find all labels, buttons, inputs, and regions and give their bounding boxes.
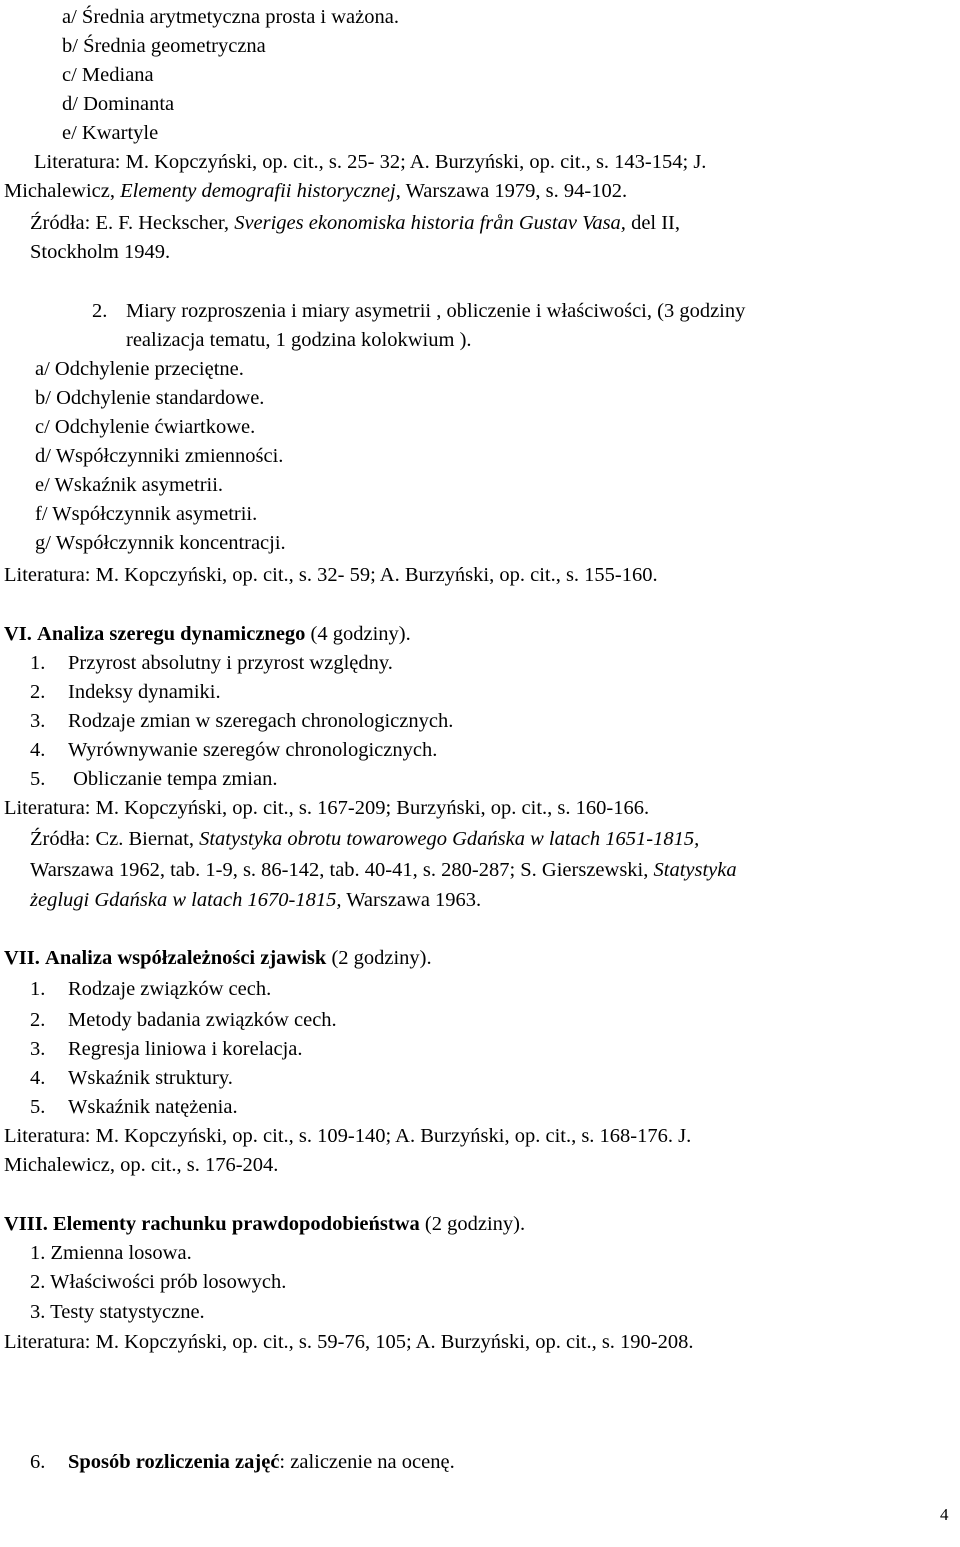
list-item: g/ Współczynnik koncentracji. bbox=[35, 532, 286, 554]
list-item: 1. Rodzaje związków cech. bbox=[30, 978, 272, 1000]
list-item: 3. Rodzaje zmian w szeregach chronologicznych. bbox=[30, 710, 454, 732]
page-number: 4 bbox=[940, 1505, 949, 1524]
list-item: d/ Dominanta bbox=[62, 93, 175, 115]
section-heading: VII. Analiza współzależności zjawisk (2 godziny). bbox=[4, 947, 432, 969]
sources-line: Źródła: E. F. Heckscher, Sveriges ekonomiska historia från Gustav Vasa, del II, bbox=[30, 212, 681, 234]
literature-line: Michalewicz, op. cit., s. 176-204. bbox=[4, 1154, 279, 1176]
list-item: 2. Indeksy dynamiki. bbox=[30, 681, 221, 703]
list-item: e/ Kwartyle bbox=[62, 122, 159, 144]
list-item: a/ Średnia arytmetyczna prosta i ważona. bbox=[62, 6, 399, 28]
list-item: 5. Wskaźnik natężenia. bbox=[30, 1096, 238, 1118]
literature-line: Literatura: M. Kopczyński, op. cit., s. 25- 32; A. Burzyński, op. cit., s. 143-154; J. bbox=[34, 151, 707, 173]
list-item: a/ Odchylenie przeciętne. bbox=[35, 358, 244, 380]
list-item: b/ Odchylenie standardowe. bbox=[35, 387, 265, 409]
literature-line: Literatura: M. Kopczyński, op. cit., s. 59-76, 105; A. Burzyński, op. cit., s. 190-208. bbox=[4, 1331, 694, 1353]
grading-method: 6. Sposób rozliczenia zajęć: zaliczenie na ocenę. bbox=[30, 1451, 455, 1473]
topic-title: Miary rozproszenia i miary asymetrii , obliczenie i właściwości, (3 godziny bbox=[126, 300, 746, 322]
literature-line: Literatura: M. Kopczyński, op. cit., s. 167-209; Burzyński, op. cit., s. 160-166. bbox=[4, 797, 650, 819]
list-item: 4. Wyrównywanie szeregów chronologicznych. bbox=[30, 739, 438, 761]
sources-line: Warszawa 1962, tab. 1-9, s. 86-142, tab. 40-41, s. 280-287; S. Gierszewski, Statystyka bbox=[30, 859, 737, 881]
list-item: 1. Zmienna losowa. bbox=[30, 1242, 192, 1264]
list-item: c/ Odchylenie ćwiartkowe. bbox=[35, 416, 256, 438]
section-heading: VIII. Elementy rachunku prawdopodobieństwa (2 godziny). bbox=[4, 1213, 526, 1235]
sources-line: Stockholm 1949. bbox=[30, 241, 171, 263]
list-item: 5. Obliczanie tempa zmian. bbox=[30, 768, 278, 790]
list-item: d/ Współczynniki zmienności. bbox=[35, 445, 284, 467]
literature-line: Literatura: M. Kopczyński, op. cit., s. 109-140; A. Burzyński, op. cit., s. 168-176. J. bbox=[4, 1125, 692, 1147]
sources-line: Źródła: Cz. Biernat, Statystyka obrotu towarowego Gdańska w latach 1651-1815, bbox=[30, 828, 700, 850]
sources-line: żeglugi Gdańska w latach 1670-1815, Warszawa 1963. bbox=[30, 889, 482, 911]
topic-title: realizacja tematu, 1 godzina kolokwium ). bbox=[126, 329, 472, 351]
topic-number: 2. bbox=[92, 300, 108, 322]
list-item: 4. Wskaźnik struktury. bbox=[30, 1067, 233, 1089]
list-item: 3. Regresja liniowa i korelacja. bbox=[30, 1038, 303, 1060]
list-item: e/ Wskaźnik asymetrii. bbox=[35, 474, 224, 496]
list-item: f/ Współczynnik asymetrii. bbox=[35, 503, 258, 525]
section-heading: VI. Analiza szeregu dynamicznego (4 godziny). bbox=[4, 623, 411, 645]
literature-line: Michalewicz, Elementy demografii historycznej, Warszawa 1979, s. 94-102. bbox=[4, 180, 628, 202]
literature-line: Literatura: M. Kopczyński, op. cit., s. 32- 59; A. Burzyński, op. cit., s. 155-160. bbox=[4, 564, 658, 586]
list-item: 2. Metody badania związków cech. bbox=[30, 1009, 337, 1031]
list-item: 1. Przyrost absolutny i przyrost względny. bbox=[30, 652, 393, 674]
list-item: b/ Średnia geometryczna bbox=[62, 35, 266, 57]
list-item: 3. Testy statystyczne. bbox=[30, 1301, 205, 1323]
list-item: c/ Mediana bbox=[62, 64, 154, 86]
list-item: 2. Właściwości prób losowych. bbox=[30, 1271, 287, 1293]
